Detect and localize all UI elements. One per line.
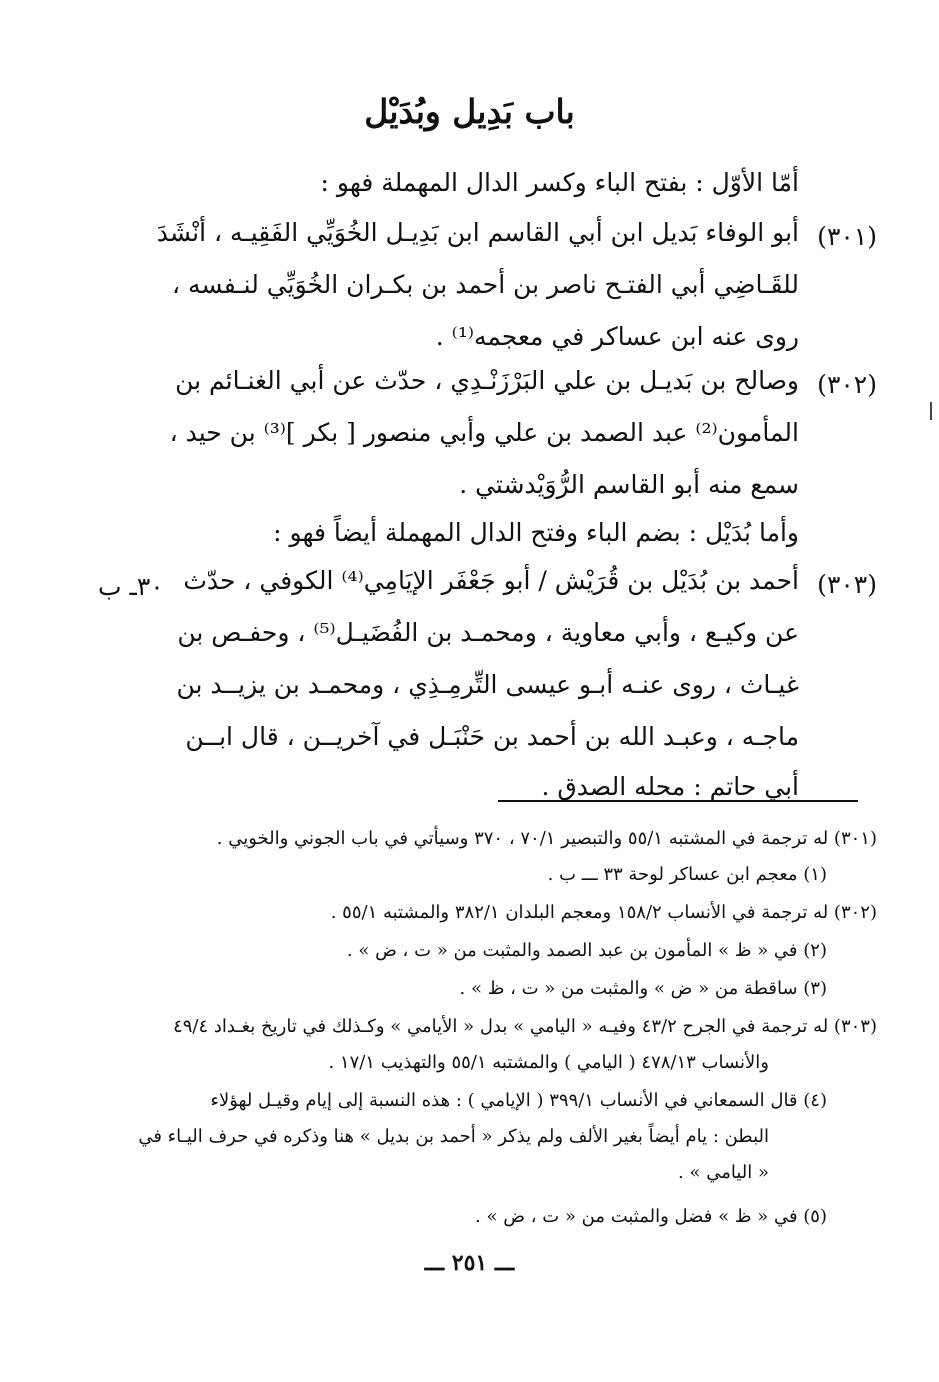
entry-303-line-3: غيـاث ، روى عنـه أبـو عيسى التِّرمِـذِي ، ومحمـد بن يزيــد بن [176,670,799,699]
footnote-5: (٥) في « ظ » فضل والمثبت من « ت ، ض » . [475,1206,827,1227]
entry-301-line-1: أبو الوفاء بَديل ابن أبي القاسم ابن بَدِيـل الخُوَيِّي الفَقِيـه ، أنْشَدَ [156,218,799,247]
footnote-303-continued: والأنساب ٤٧٨/١٣ ( اليامي ) والمشتبه ٥٥/١ والتهذيب ١٧/١ . [328,1052,769,1073]
footnote-separator [498,800,858,802]
entry-302-line-3: سمع منه أبو القاسم الرُّوَيْدشتي . [459,470,799,499]
entry-302-line-1: وصالح بن بَديـل بن علي البَرْزَنْـدِي ، حدّث عن أبي الغنـائم بن [175,366,799,395]
scan-edge-mark [930,402,932,420]
footnote-2: (٢) في « ظ » المأمون بن عبد الصمد والمثبت من « ت ، ض » . [346,940,827,961]
intro-first: أمّا الأوّل : بفتح الباء وكسر الدال المهملة فهو : [320,168,799,197]
entry-number-303: (٣٠٣) [817,570,877,599]
intro-second: وأما بُدَيْل : بضم الباء وفتح الدال المهملة أيضاً فهو : [273,518,799,547]
footnote-4-continued-2: « اليامي » . [678,1162,769,1183]
footnote-303: (٣٠٣) له ترجمة في الجرح ٤٣/٢ وفيـه « اليامي » بدل « الأيامي » وكـذلك في تاريخ بغـداد ٤٩/٤ [173,1016,877,1037]
page-number: ـــ ٢٥١ ـــ [424,1250,515,1276]
entry-301-line-2: للقَـاضِي أبي الفتـح ناصر بن أحمد بن بكـران الخُوَيِّي لنـفسه ، [171,270,799,299]
entry-301-line-3: روى عنه ابن عساكر في معجمه⁽¹⁾ . [435,322,799,351]
entry-303-line-1: أحمد بن بُدَيْل بن قُرَيْش / أبو جَعْفَر الإيَامِي⁽⁴⁾ الكوفي ، حدّث [183,566,799,595]
footnote-1: (١) معجم ابن عساكر لوحة ٣٣ ـــ ب . [547,864,827,885]
entry-302-line-2: المأمون⁽²⁾ عبد الصمد بن علي وأبي منصور [ بكر ]⁽³⁾ بن حيد ، [169,418,799,447]
footnote-4-continued: البطن : يام أيضاً بغير الألف ولم يذكر « أحمد بن بديل » هنا وذكره في حرف اليـاء في [138,1126,769,1147]
chapter-title: باب بَدِيل وبُدَيْل [364,92,575,131]
footnote-302: (٣٠٢) له ترجمة في الأنساب ١٥٨/٢ ومعجم البلدان ٣٨٢/١ والمشتبه ٥٥/١ . [330,902,877,923]
entry-number-302: (٣٠٢) [817,370,877,399]
manuscript-folio-marker: ٣٠ـ ب [98,572,164,601]
footnote-3: (٣) ساقطة من « ض » والمثبت من « ت ، ظ » . [459,978,827,999]
entry-303-line-4: ماجـه ، وعبـد الله بن أحمد بن حَنْبَـل في آخريــن ، قال ابــن [185,722,799,751]
footnote-4: (٤) قال السمعاني في الأنساب ٣٩٩/١ ( الإيامي ) : هذه النسبة إلى إيام وقيـل لهؤلاء [210,1090,827,1111]
entry-303-line-2: عن وكيـع ، وأبي معاوية ، ومحمـد بن الفُضَيـل⁽⁵⁾ ، وحفـص بن [177,618,799,647]
entry-number-301: (٣٠١) [817,222,877,251]
footnote-301: (٣٠١) له ترجمة في المشتبه ٥٥/١ والتبصير ٧٠/١ ، ٣٧٠ وسيأتي في باب الجوني والخويي . [216,828,877,849]
entry-303-line-5: أبي حاتم : محله الصدق . [541,772,799,801]
